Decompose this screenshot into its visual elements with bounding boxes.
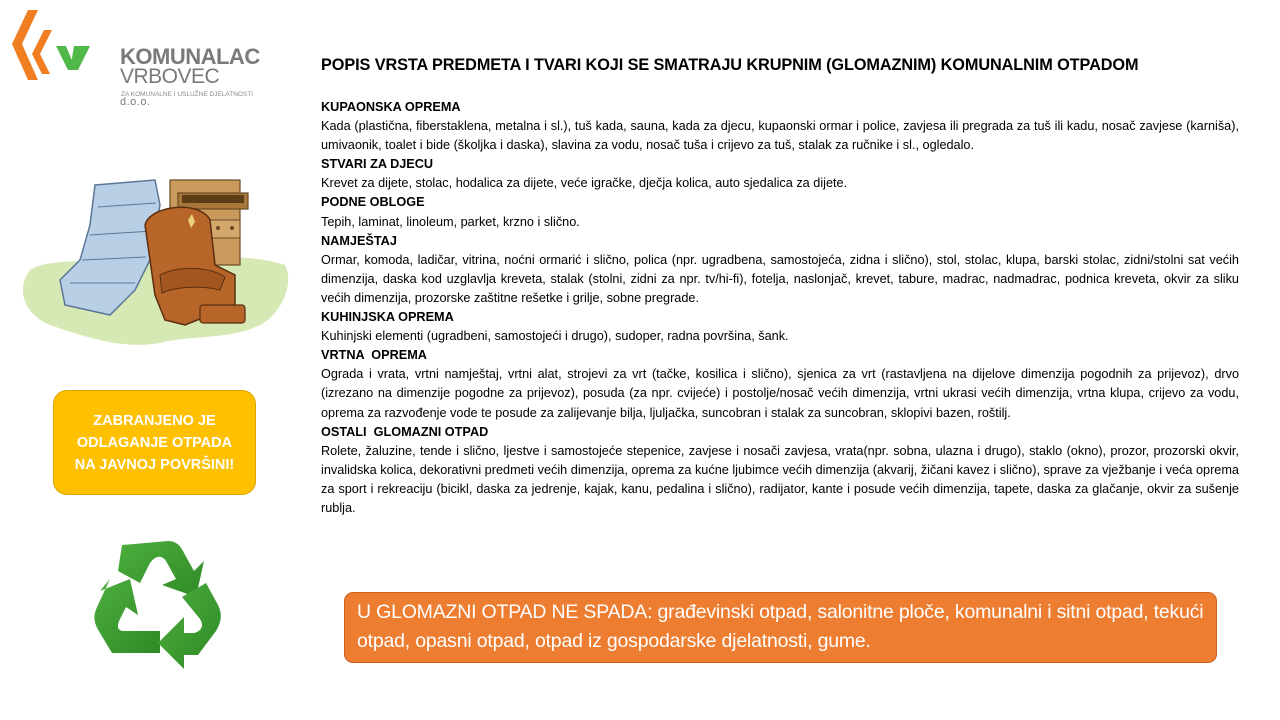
notice-text: U GLOMAZNI OTPAD NE SPADA: građevinski otpad, salonitne ploče, komunalni i sitni otpad, tekući otpad, opasni otpad, otpad iz gospodarske djelatnosti, gume. — [357, 601, 1204, 652]
furniture-pile-illustration — [10, 165, 295, 355]
section-ostali-glomazni-otpad — [321, 423, 1239, 518]
section-text: Krevet za dijete, stolac, hodalica za dijete, veće igračke, dječja kolica, auto sjedalica za dijete. — [321, 176, 848, 191]
section-text: Tepih, laminat, linoleum, parket, krzno i slično. — [321, 214, 580, 229]
section-podne-obloge — [321, 193, 1239, 231]
warning-banner — [53, 390, 256, 495]
section-kupaonska-oprema — [321, 98, 1239, 155]
section-heading: NAMJEŠTAJ — [321, 233, 397, 248]
section-heading: KUHINJSKA OPREMA — [321, 310, 454, 325]
section-stvari-za-djecu — [321, 155, 1239, 193]
section-text: Kada (plastična, fiberstaklena, metalna i sl.), tuš kada, sauna, kada za djecu, kupaonski ormar i police, zavjesa ili pregrada za tuš ili kadu, nosač zavjese (karniša), umivaonik, toalet i bide (školjka i daska), slavina za vodu, nosač tuša i crijevo za tuš, stalak za ručnike i sl., ogledalo. — [321, 119, 1239, 153]
page-title: POPIS VRSTA PREDMETA I TVARI KOJI SE SMATRAJU KRUPNIM (GLOMAZNIM) KOMUNALNIM OTPADOM — [321, 56, 1139, 74]
section-heading: PODNE OBLOGE — [321, 195, 425, 210]
section-heading: OSTALI GLOMAZNI OTPAD — [321, 424, 489, 439]
section-heading: VRTNA OPREMA — [321, 348, 427, 363]
logo-chevrons-icon — [10, 8, 110, 88]
company-logo — [10, 8, 260, 108]
section-text: Kuhinjski elementi (ugradbeni, samostojeći i drugo), sudoper, radna površina, šank. — [321, 329, 789, 344]
section-heading: STVARI ZA DJECU — [321, 157, 434, 172]
logo-name: KOMUNALAC — [120, 44, 260, 69]
waste-categories-list — [321, 98, 1239, 518]
logo-city: VRBOVEC — [120, 65, 220, 88]
section-text: Ograda i vrata, vrtni namještaj, vrtni alat, strojevi za vrt (tačke, kosilica i slično), sjenica za vrt (rastavljena na dijelove dimenzija pogodnih za prijevoz), drvo (izrezano na dimenzije pogodne za prijevoz), posuda (za npr. cvijeće) i postolje/nosač većih dimenzija, vrtni ukrasi većih dimenzija, vrtna klupa, crijevo za vodu, oprema za razvođenje vode te posude za zalijevanje bilja, ljuljačka, suncobran i stalak za suncobran, sklopivi bazen, roštilj. — [321, 367, 1239, 420]
section-kuhinjska-oprema — [321, 308, 1239, 346]
recycle-icon — [80, 535, 225, 673]
section-vrtna-oprema — [321, 346, 1239, 422]
section-heading: KUPAONSKA OPREMA — [321, 100, 461, 114]
warning-text: ZABRANJENO JE ODLAGANJE OTPADA NA JAVNOJ POVRŠINI! — [74, 412, 235, 473]
logo-tagline: ZA KOMUNALNE I USLUŽNE DJELATNOSTI — [121, 91, 254, 98]
section-text: Rolete, žaluzine, tende i slično, ljestve i samostojeće stepenice, zavjese i nosači zavjesa, vrata(npr. sobna, ulazna i drugo), staklo (okno), prozor, prozorski okvir, invalidska kolica, dekorativni predmeti većih dimenzija, oprema za kućne ljubimce većih dimenzija (akvarij, žičani kavez i slično), sprave za vježbanje i veća oprema za sport i rekreaciju (bicikl, daska za jedrenje, kajak, kanu, pedalina i slično), radijator, kante i posude većih dimenzija, tapete, daska za glačanje, okvir za sušenje rublja. — [321, 443, 1239, 515]
logo-name-line2 — [120, 66, 250, 113]
exclusions-notice — [344, 592, 1217, 663]
logo-suffix: d.o.o. — [120, 96, 151, 108]
section-namjestaj — [321, 232, 1239, 308]
section-text: Ormar, komoda, ladičar, vitrina, noćni ormarić i slično, polica (npr. ugradbena, samostojeća, zidna i slično), stol, stolac, klupa, barski stolac, zidni/stolni sat većih dimenzija, daska kod uzglavlja kreveta, stalak (stolni, zidni za npr. tv/hi-fi), fotelja, naslonjač, krevet, tabure, madrac, nadmadrac, podnica kreveta, okvir za sliku većih dimenzija, prozorske zaštitne rešetke i grilje, sobne pregrade. — [321, 252, 1239, 305]
